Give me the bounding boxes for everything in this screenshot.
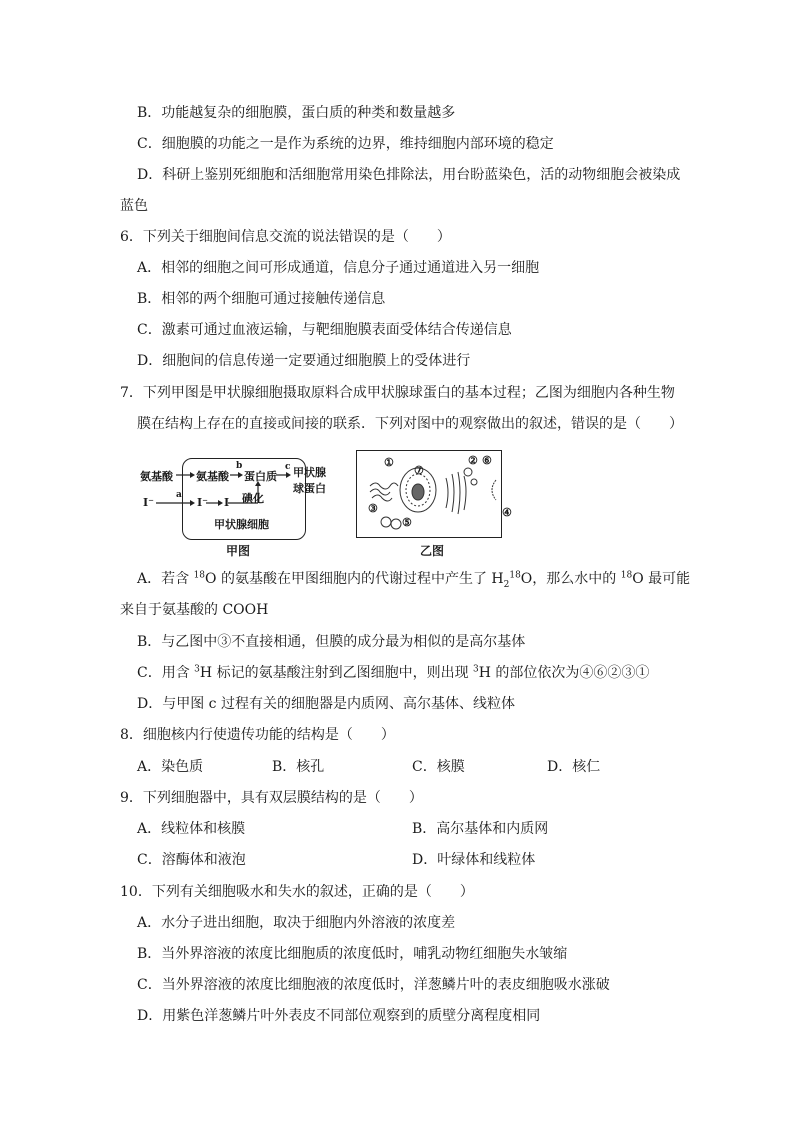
fig2-label-5: ⑤ [402, 516, 412, 529]
fig1-protein: 蛋白质 [244, 470, 277, 483]
q8-option-d: D．核仁 [547, 759, 601, 775]
q8-option-a: A．染色质 [137, 759, 204, 775]
fig2-label-6: ⑥ [482, 454, 492, 467]
q7-figures [138, 450, 518, 560]
q9-option-b: B．高尔基体和内质网 [412, 821, 549, 837]
fig1-amino-acid-inside: 氨基酸 [196, 470, 229, 483]
q5-option-b: B．功能越复杂的细胞膜，蛋白质的种类和数量越多 [137, 105, 456, 121]
q7-option-d: D．与甲图 c 过程有关的细胞器是内质网、高尔基体、线粒体 [137, 696, 515, 712]
q8-stem: 8．细胞核内行使遗传功能的结构是（ ） [120, 727, 395, 743]
q6-option-c: C．激素可通过血液运输，与靶细胞膜表面受体结合传递信息 [137, 322, 512, 338]
fig2-label-4: ④ [502, 506, 512, 519]
q10-stem: 10．下列有关细胞吸水和失水的叙述，正确的是（ ） [120, 884, 474, 900]
q8-option-c: C．核膜 [412, 759, 465, 775]
q6-option-a: A．相邻的细胞之间可形成通道，信息分子通过通道进入另一细胞 [137, 260, 540, 276]
fig1-iodination: 碘化 [242, 492, 264, 505]
fig1-thyroglobulin-1: 甲状腺 [293, 466, 326, 479]
fig1-caption: 甲图 [226, 544, 251, 558]
q10-option-b: B．当外界溶液的浓度比细胞质的浓度低时，哺乳动物红细胞失水皱缩 [137, 946, 568, 962]
q9-stem: 9．下列细胞器中，具有双层膜结构的是（ ） [120, 790, 423, 806]
q10-option-d: D．用紫色洋葱鳞片叶外表皮不同部位观察到的质壁分离程度相同 [137, 1008, 541, 1024]
q6-option-b: B．相邻的两个细胞可通过接触传递信息 [137, 291, 386, 307]
q5-option-d-cont: 蓝色 [120, 198, 148, 214]
figure-jia [138, 450, 338, 560]
q9-option-a: A．线粒体和核膜 [137, 821, 246, 837]
q7-option-b: B．与乙图中③不直接相通，但膜的成分最为相似的是高尔基体 [137, 634, 526, 650]
fig1-label-b: b [236, 461, 243, 471]
figure-yi [356, 450, 518, 560]
fig1-label-c: c [285, 462, 291, 472]
q7-option-a: A．若含 $^{18}$O 的氨基酸在甲图细胞内的代谢过程中产生了 $H_2^{18}O$，那么水中的 $^{18}$O 最可能 [137, 570, 691, 590]
q10-option-c: C．当外界溶液的浓度比细胞液的浓度低时，洋葱鳞片叶的表皮细胞吸水涨破 [137, 977, 610, 993]
q8-option-b: B．核孔 [272, 759, 325, 775]
fig1-thyroglobulin-2: 球蛋白 [293, 482, 326, 495]
fig1-thyroid-cell: 甲状腺细胞 [214, 518, 269, 531]
q6-option-d: D．细胞间的信息传递一定要通过细胞膜上的受体进行 [137, 353, 471, 369]
fig1-label-a: a [176, 490, 182, 500]
q10-option-a: A．水分子进出细胞，取决于细胞内外溶液的浓度差 [137, 915, 456, 931]
q7-option-c: C．用含 $^3$H 标记的氨基酸注射到乙图细胞中，则出现 $^3$H 的部位依次为④⑥②③① [137, 664, 650, 681]
fig2-label-1: ① [384, 456, 394, 469]
q9-option-c: C．溶酶体和液泡 [137, 852, 246, 868]
q6-stem: 6．下列关于细胞间信息交流的说法错误的是（ ） [120, 229, 451, 245]
fig2-label-7: ⑦ [414, 464, 424, 477]
fig1-iodine: I [224, 496, 230, 509]
q7-option-a-cont: 来自于氨基酸的 COOH [120, 602, 269, 618]
fig2-cell-drawing [356, 450, 516, 540]
q9-option-d: D．叶绿体和线粒体 [412, 852, 536, 868]
q5-option-c: C．细胞膜的功能之一是作为系统的边界，维持细胞内部环境的稳定 [137, 136, 554, 152]
q7-stem-cont: 膜在结构上存在的直接或间接的联系．下列对图中的观察做出的叙述，错误的是（ ） [137, 416, 683, 432]
fig2-label-2: ② [468, 454, 478, 467]
fig2-caption: 乙图 [420, 544, 445, 558]
fig1-iodide-inside: I⁻ [197, 496, 208, 509]
fig2-label-3: ③ [368, 502, 378, 515]
fig1-iodide-outside: I⁻ [143, 496, 154, 509]
fig1-amino-acid-outside: 氨基酸 [140, 470, 173, 483]
q5-option-d: D．科研上鉴别死细胞和活细胞常用染色排除法，用台盼蓝染色，活的动物细胞会被染成 [137, 167, 681, 183]
q7-stem: 7．下列甲图是甲状腺细胞摄取原料合成甲状腺球蛋白的基本过程；乙图为细胞内各种生物 [120, 385, 675, 401]
